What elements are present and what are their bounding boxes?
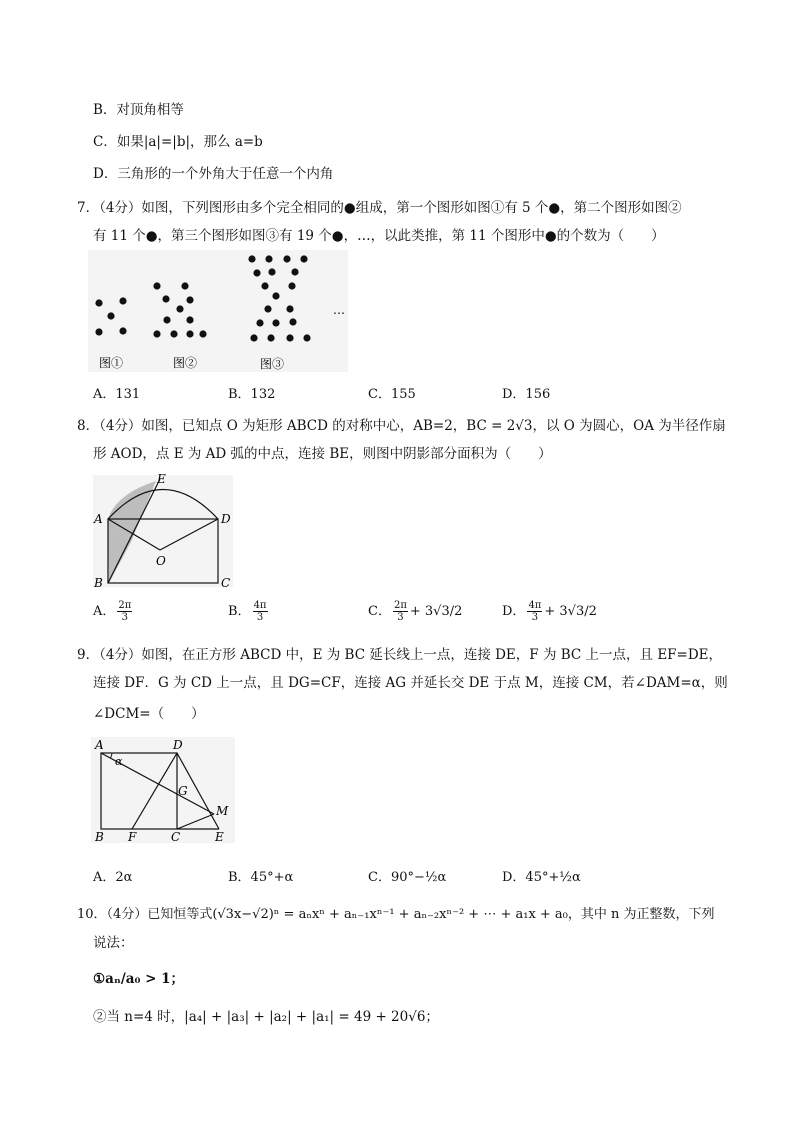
q10-item-2: ②当 n=4 时，|a₄| + |a₃| + |a₂| + |a₁| = 49 + 20√6； (93, 1009, 439, 1025)
q9-figure (88, 734, 238, 846)
q9-option-b: B．45°+α (228, 870, 294, 885)
q7-option-b: B．132 (228, 387, 276, 402)
q8-option-d: D． $\frac{4\pi}{3}$ + 3√3/2 (502, 600, 597, 623)
q8-label-o: O (156, 554, 166, 568)
q7-fig-label-1: 图① (99, 356, 124, 370)
q9-option-c: C．90°−½α (368, 870, 447, 885)
q9-line3: ∠DCM=（ ） (93, 706, 205, 722)
q9-label-a: A (95, 738, 104, 752)
q8-label-e: E (157, 472, 166, 486)
q8-label-d: D (221, 512, 231, 526)
q7-option-a: A．131 (93, 387, 141, 402)
q7-dot-figures (88, 250, 358, 375)
q9-label-m: M (216, 804, 229, 818)
q8-line1: 8．（4分）如图，已知点 O 为矩形 ABCD 的对称中心，AB=2，BC = 2√3，以 O 为圆心，OA 为半径作扇 (77, 418, 726, 434)
q9-label-g: G (178, 784, 188, 798)
q9-option-a: A．2α (93, 870, 133, 885)
q9-label-f: F (128, 830, 137, 844)
q9-label-e: E (215, 830, 224, 844)
q10-item-1: ①aₙ/a₀ > 1； (93, 971, 185, 987)
q6-option-b: B．对顶角相等 (93, 102, 184, 118)
q9-label-d: D (173, 738, 183, 752)
q7-option-d: D．156 (502, 387, 551, 402)
q8-figure (88, 470, 248, 592)
q7-line1: 7．（4分）如图，下列图形由多个完全相同的●组成，第一个图形如图①有 5 个●，第二个图形如图② (77, 200, 682, 216)
q7-line2: 有 11 个●，第三个图形如图③有 19 个●，…，以此类推，第 11 个图形中●的个数为（ ） (93, 228, 665, 244)
q7-fig-label-2: 图② (173, 356, 198, 370)
q7-option-c: C．155 (368, 387, 416, 402)
q8-option-b: B． $\frac{4\pi}{3}$ (228, 600, 267, 623)
q10-line2: 说法： (93, 935, 134, 951)
q7-ellipsis: … (333, 303, 345, 317)
q8-label-a: A (94, 512, 103, 526)
q9-line2: 连接 DF．G 为 CD 上一点，且 DG=CF，连接 AG 并延长交 DE 于点 M，连接 CM，若∠DAM=α，则 (93, 675, 728, 691)
q8-label-c: C (221, 576, 231, 590)
q9-option-d: D．45°+½α (502, 870, 581, 885)
q10-line1: 10．（4分）已知恒等式(√3x−√2)ⁿ = aₙxⁿ + aₙ₋₁xⁿ⁻¹ + aₙ₋₂xⁿ⁻² + ⋯ + a₁x + a₀，其中 n 为正整数，下列 (77, 907, 715, 922)
q9-line1: 9．（4分）如图，在正方形 ABCD 中，E 为 BC 延长线上一点，连接 DE，F 为 BC 上一点，且 EF=DE， (77, 647, 723, 663)
q6-option-d: D．三角形的一个外角大于任意一个内角 (93, 166, 334, 182)
q8-option-a: A． $\frac{2\pi}{3}$ (93, 600, 132, 623)
q9-label-alpha: α (115, 755, 123, 768)
q8-option-c: C． $\frac{2\pi}{3}$ + 3√3/2 (368, 600, 463, 623)
q6-option-c: C．如果|a|=|b|，那么 a=b (93, 134, 263, 150)
q9-label-b: B (95, 830, 104, 844)
q9-label-c: C (171, 830, 181, 844)
q8-line2: 形 AOD，点 E 为 AD 弧的中点，连接 BE，则图中阴影部分面积为（ ） (93, 446, 552, 462)
q8-label-b: B (94, 576, 103, 590)
q7-fig-label-3: 图③ (260, 357, 285, 371)
